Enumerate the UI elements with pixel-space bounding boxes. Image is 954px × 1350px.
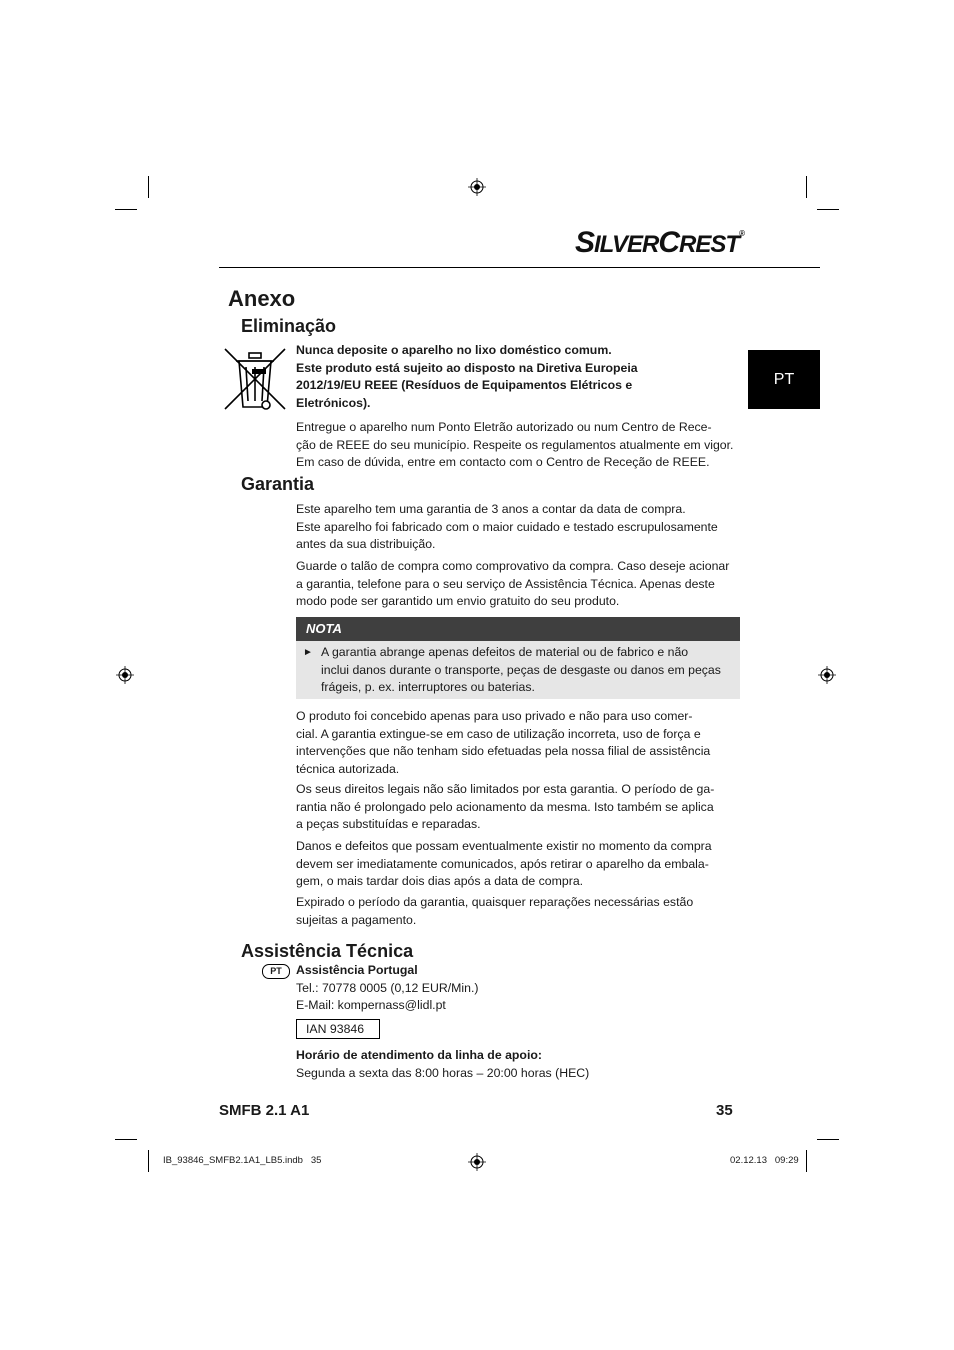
crop-mark [148, 1150, 149, 1172]
section-heading-warranty: Garantia [241, 474, 315, 494]
header-rule [219, 267, 820, 268]
registration-mark-icon [468, 178, 486, 196]
page-number: 35 [716, 1102, 733, 1119]
crop-mark [148, 176, 149, 198]
crop-mark [806, 1150, 807, 1172]
language-tab: PT [748, 350, 820, 409]
warranty-paragraph: Guarde o talão de compra como comprovativo da compra. Caso deseje acionar a garantia, telefone para o seu serviço de Assistência Técnica. Apenas deste modo pode ser garantido um envio gratuito do seu produto. [296, 559, 730, 609]
service-contact: Assistência Portugal Tel.: 70778 0005 (0,12 EUR/Min.) E-Mail: kompernass@lidl.pt [296, 963, 479, 1013]
crop-mark [115, 1139, 137, 1140]
disposal-text: Entregue o aparelho num Ponto Eletrão autorizado ou num Centro de Rece- ção de REEE do seu município. Respeite os regulamentos atualmente em vigor. Em caso de dúvida, entre em contacto com o Centro de Receção de REEE. [296, 420, 734, 470]
note-box [296, 641, 740, 699]
warranty-paragraph: Danos e defeitos que possam eventualmente existir no momento da compra devem ser imediatamente comunicados, após retirar o aparelho da embala- gem, o mais tardar dois dias após a data de compra. [296, 839, 712, 889]
page-title: Anexo [228, 286, 296, 311]
country-badge: PT [262, 964, 290, 979]
warranty-paragraph: Os seus direitos legais não são limitados por esta garantia. O período de ga- rantia não é prolongado pelo acionamento da mesma. Isto também se aplica a peças substituídas e reparadas. [296, 782, 715, 832]
print-slug-date: 02.12.13 09:29 [730, 1155, 799, 1166]
service-hours: Horário de atendimento da linha de apoio: Segunda a sexta das 8:00 horas – 20:00 horas (HEC) [296, 1048, 590, 1080]
section-heading-service: Assistência Técnica [241, 941, 414, 961]
section-heading-disposal: Eliminação [241, 316, 337, 336]
warranty-paragraph: Expirado o período da garantia, quaisquer reparações necessárias estão sujeitas a pagamento. [296, 895, 694, 927]
warranty-paragraph: O produto foi concebido apenas para uso privado e não para uso comer- cial. A garantia extingue-se em caso de utilização incorreta, uso de força e intervenções que não tenham sido efetuadas pela nossa filial de assistência técnica autorizada. [296, 709, 711, 776]
registration-mark-icon [116, 666, 134, 684]
note-header: NOTA [296, 617, 740, 641]
print-slug-file: IB_93846_SMFB2.1A1_LB5.indb 35 [163, 1155, 322, 1166]
registration-mark-icon [468, 1153, 486, 1171]
crop-mark [806, 176, 807, 198]
registration-mark-icon [818, 666, 836, 684]
crop-mark [817, 209, 839, 210]
bullet-arrow-icon: ► [303, 647, 313, 658]
crop-mark [115, 209, 137, 210]
crop-mark [817, 1139, 839, 1140]
disposal-warning: Nunca deposite o aparelho no lixo doméstico comum. Este produto está sujeito ao disposto na Diretiva Europeia 2012/19/EU REEE (Resíduos de Equipamentos Elétricos e Eletrónicos). [296, 343, 638, 410]
ian-box: IAN 93846 [296, 1019, 380, 1039]
note-text: A garantia abrange apenas defeitos de material ou de fabrico e não inclui danos durante o transporte, peças de desgaste ou danos em peças frágeis, p. ex. interruptores ou baterias. [321, 645, 721, 695]
brand-logo: SILVERCREST® [575, 226, 744, 259]
crossed-out-wheelie-bin-icon [222, 345, 288, 413]
warranty-paragraph: Este aparelho tem uma garantia de 3 anos a contar da data de compra. Este aparelho foi fabricado com o maior cuidado e testado escrupulosamente antes da sua distribuição. [296, 502, 718, 552]
footer-model: SMFB 2.1 A1 [219, 1102, 310, 1119]
